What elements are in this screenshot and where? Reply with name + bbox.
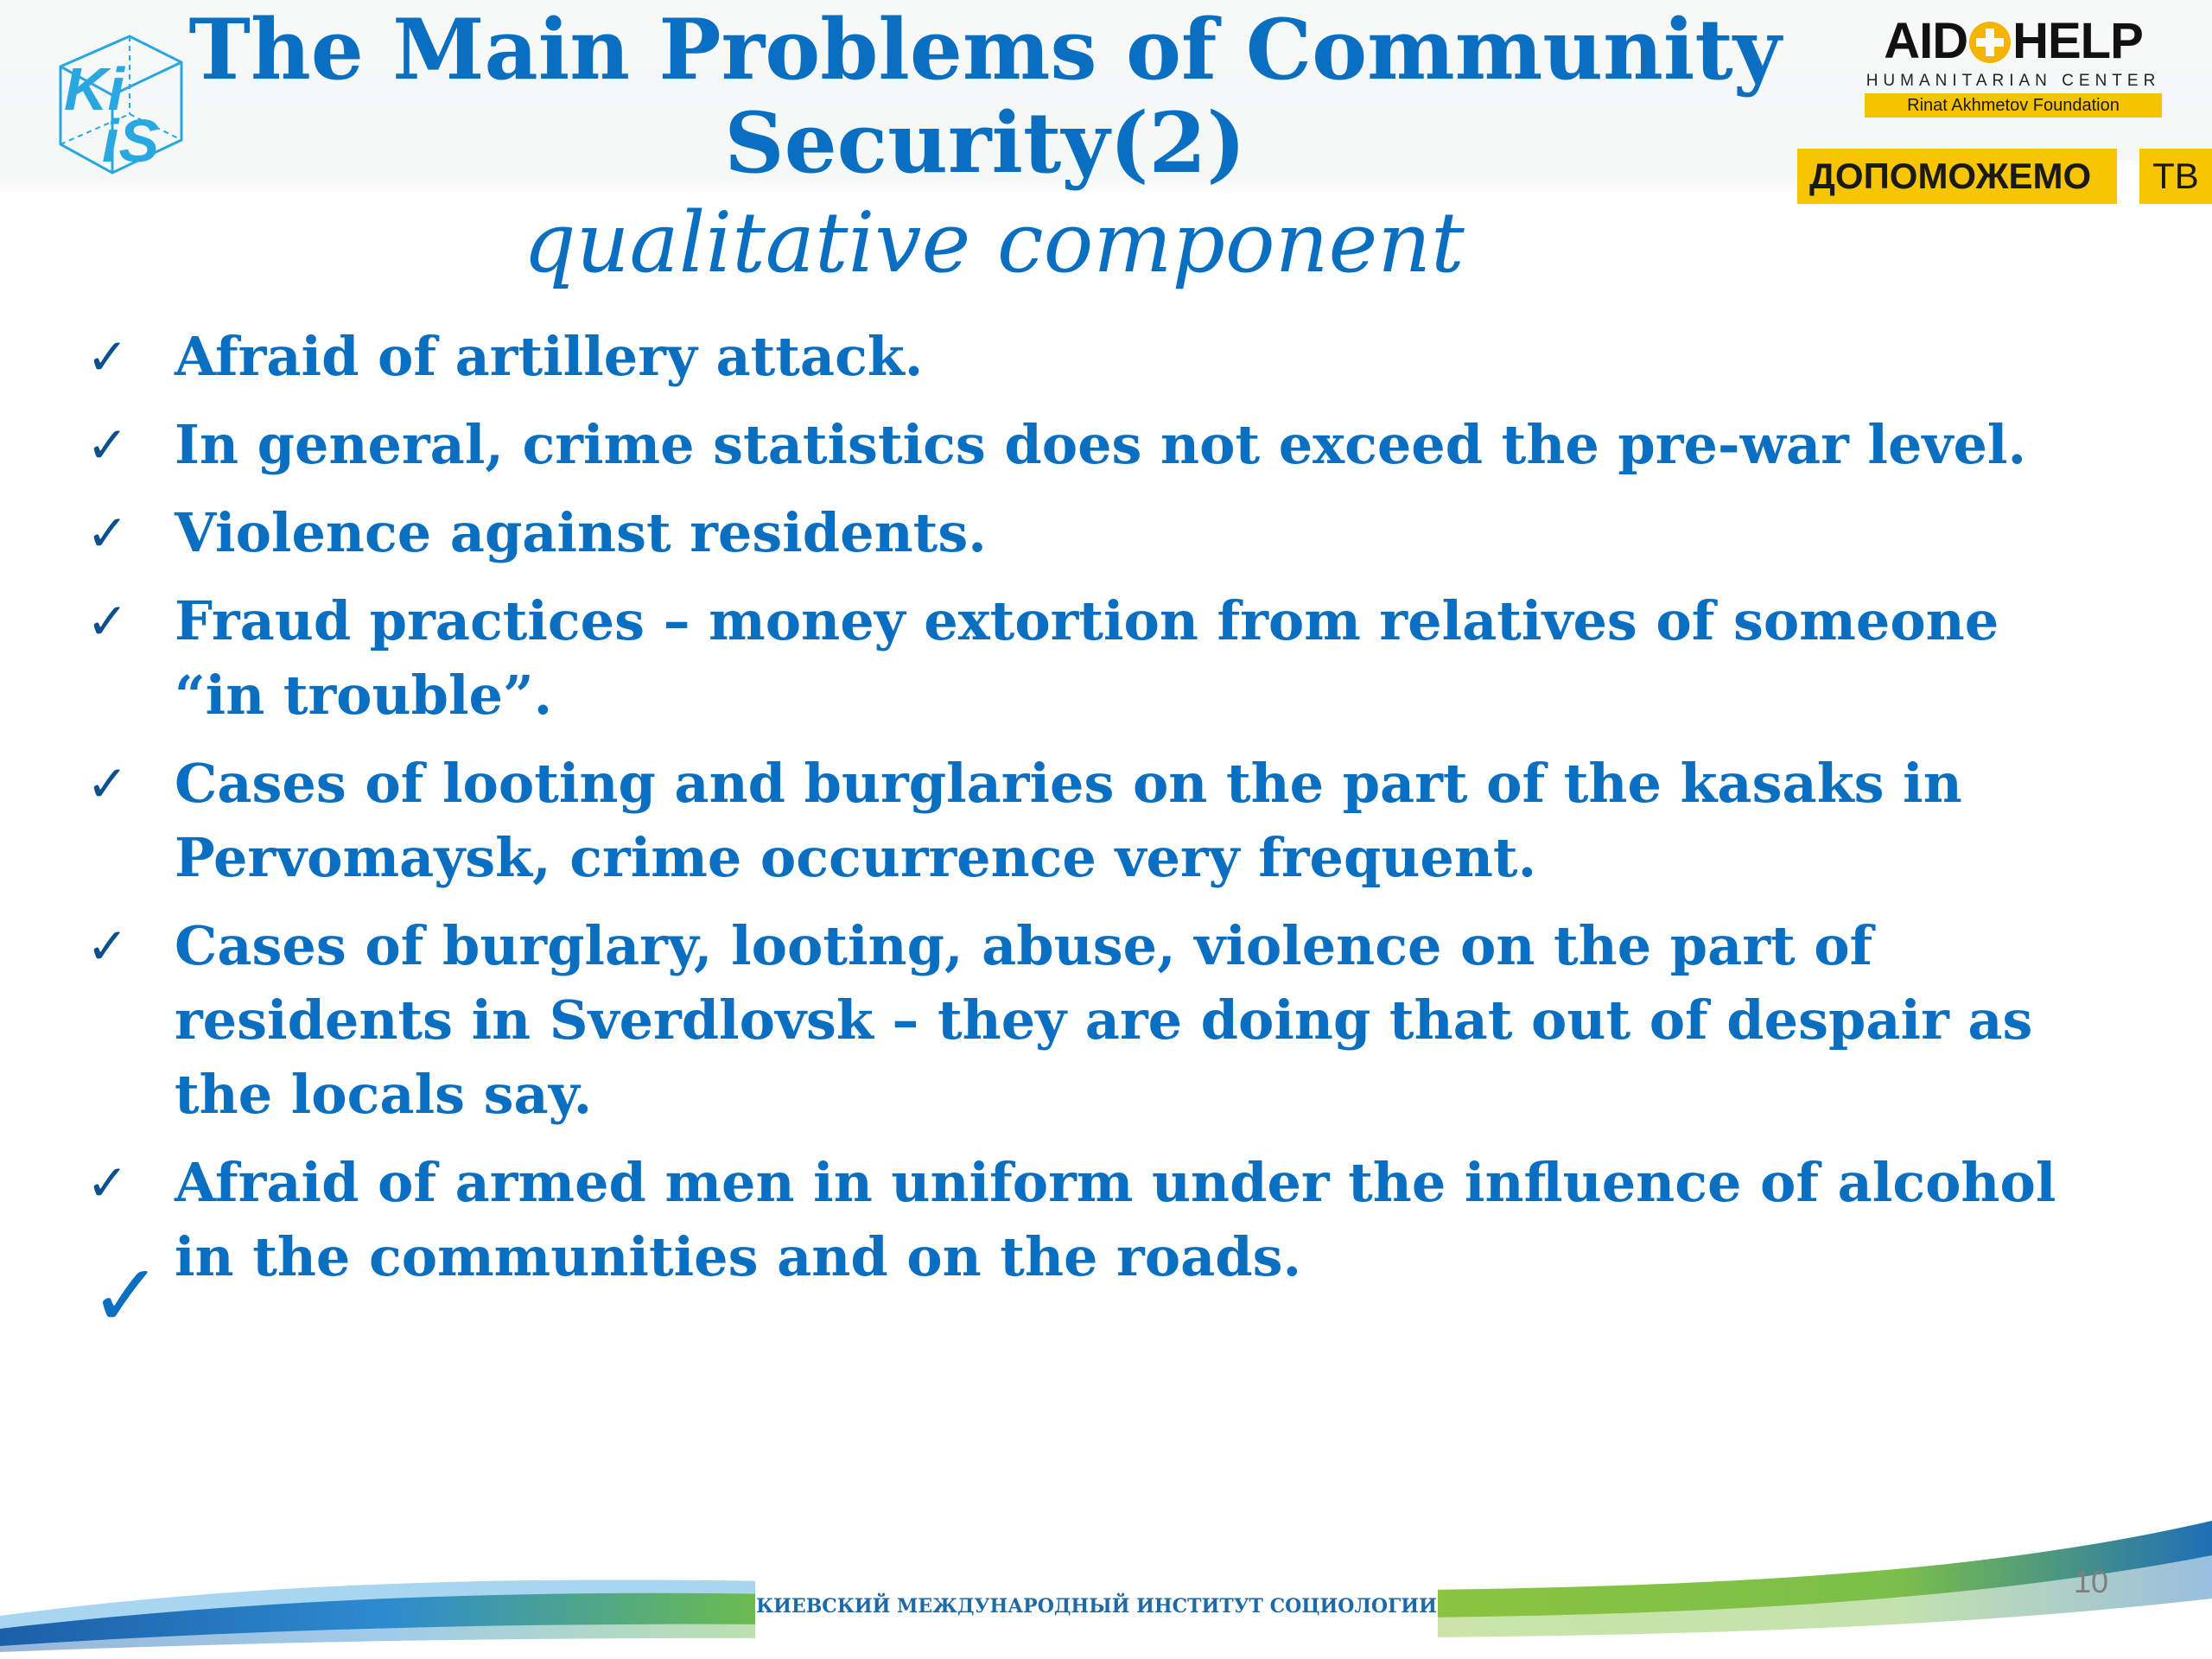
bullet-item (86, 584, 2074, 733)
aidhelp-foundation: Rinat Akhmetov Foundation (1865, 93, 2162, 118)
checkmark-icon: ✓ (86, 327, 129, 386)
dopomozhemo-divider (2117, 161, 2139, 192)
bullet-text: In general, crime statistics does not exceed the pre-war level. (175, 413, 2027, 476)
bullet-item (86, 747, 2074, 895)
bullet-text: Afraid of artillery attack. (175, 325, 924, 388)
aidhelp-wordmark (1858, 14, 2169, 69)
kiis-logo-line2: iS (102, 107, 160, 175)
bullet-item (86, 909, 2074, 1132)
aidhelp-subtitle: HUMANITARIAN CENTER (1866, 72, 2161, 90)
checkmark-icon: ✓ (86, 504, 129, 563)
bullet-text: Afraid of armed men in uniform under the influence of alcohol in the communities and on the roads. (175, 1151, 2056, 1288)
aidhelp-logo (1858, 14, 2169, 126)
checkmark-icon: ✓ (86, 1154, 129, 1212)
bullet-item (86, 1146, 2074, 1294)
page-subtitle: qualitative component (523, 194, 1465, 291)
checkmark-icon: ✓ (86, 917, 129, 976)
checkmark-icon: ✓ (86, 754, 129, 813)
bullet-text: Cases of looting and burglaries on the part of the kasaks in Pervomaysk, crime occurrence very frequent. (175, 752, 1962, 889)
page-title: The Main Problems of Community Security(2) (188, 1, 1782, 192)
bullet-text: Cases of burglary, looting, abuse, violence on the part of residents in Sverdlovsk – they are doing that out of despair as the locals say. (175, 914, 2033, 1126)
kiis-logo-line1: Ki (64, 55, 124, 123)
dopomozhemo-label: ДОПОМОЖЕМО (1797, 149, 2117, 204)
footer-institute-name: КИЕВСКИЙ МЕЖДУНАРОДНЫЙ ИНСТИТУТ СОЦИОЛОГИИ (756, 1595, 1437, 1618)
page-number: 10 (2073, 1564, 2108, 1599)
bullet-list (86, 320, 2074, 1308)
checkmark-icon: ✓ (90, 1245, 162, 1346)
dopomozhemo-suffix: ТВ (2139, 149, 2212, 204)
bullet-item (86, 496, 2074, 570)
aidhelp-right-word: HELP (2012, 13, 2143, 69)
checkmark-icon: ✓ (86, 416, 129, 474)
bullet-item (86, 320, 2074, 394)
checkmark-icon: ✓ (86, 592, 129, 651)
bullet-text: Violence against residents. (175, 501, 987, 564)
medical-cross-icon (1969, 22, 2011, 63)
bullet-text: Fraud practices – money extortion from relatives of someone “in trouble”. (175, 589, 1999, 727)
aidhelp-left-word: AID (1884, 13, 1968, 69)
bullet-item (86, 408, 2074, 482)
